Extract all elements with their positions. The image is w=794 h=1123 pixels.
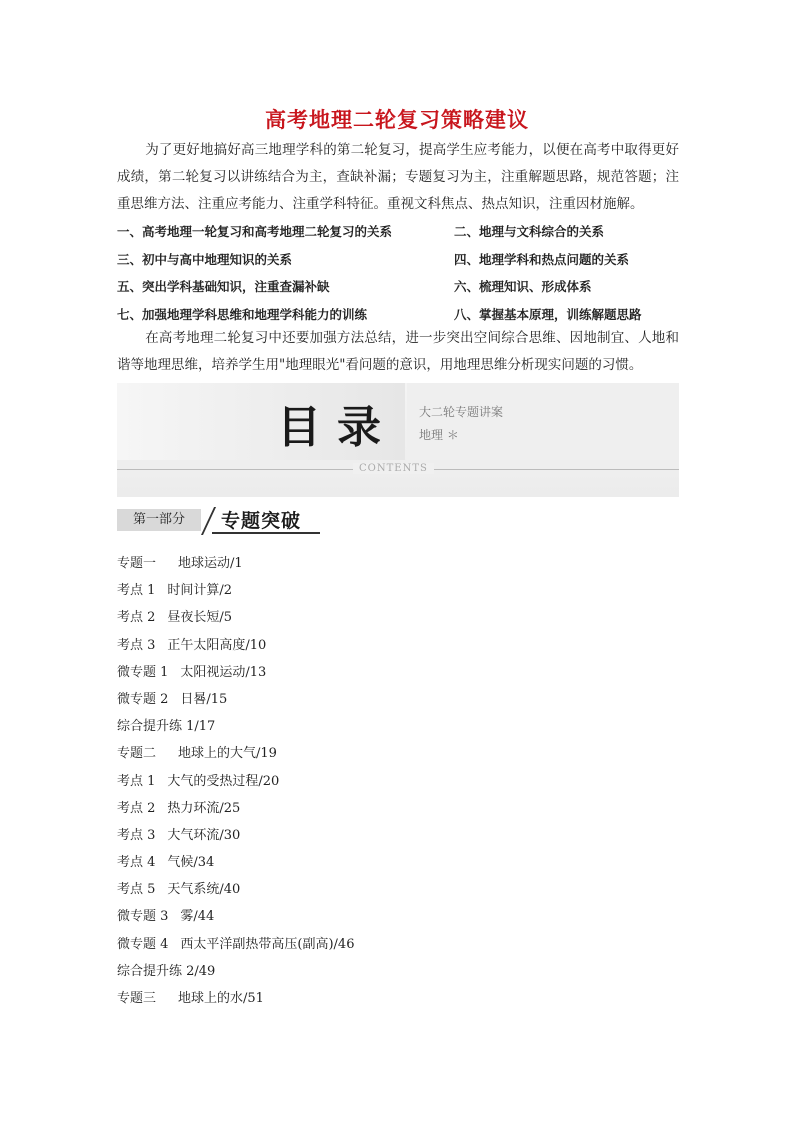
section-underline xyxy=(212,532,320,534)
outro-paragraph xyxy=(117,325,679,379)
toc-text: 西太平洋副热带高压(副高)/46 xyxy=(180,936,355,952)
toc-text: 气候/34 xyxy=(167,855,215,871)
toc-text: 雾/44 xyxy=(180,909,215,925)
toc-number: 专题一 xyxy=(117,556,157,571)
toc-number: 微专题 3 xyxy=(117,909,169,925)
toc-text: 昼夜长短/5 xyxy=(167,610,233,626)
toc-entry[interactable] xyxy=(117,849,679,876)
toc-text: 地球上的水/51 xyxy=(178,991,264,1006)
toc-text: 日晷/15 xyxy=(180,691,228,707)
strategy-row xyxy=(117,301,679,329)
toc-text: 地球上的大气/19 xyxy=(178,746,277,762)
toc-entry[interactable] xyxy=(117,958,679,985)
toc-number: 综合提升练 1/17 xyxy=(117,719,216,735)
banner-right-panel xyxy=(407,383,679,460)
toc-number: 考点 3 xyxy=(117,637,156,653)
strategy-item: 二、地理与文科综合的关系 xyxy=(454,224,605,239)
strategy-item: 四、地理学科和热点问题的关系 xyxy=(454,251,630,267)
toc-entry[interactable] xyxy=(117,577,679,604)
banner-left-panel xyxy=(117,383,405,460)
strategy-list xyxy=(117,218,679,328)
strategy-row xyxy=(117,246,679,274)
toc-number: 微专题 1 xyxy=(117,664,169,680)
toc-number: 专题二 xyxy=(117,746,157,762)
toc-text: 天气系统/40 xyxy=(167,882,241,898)
toc-text: 大气的受热过程/20 xyxy=(167,773,280,789)
section-header xyxy=(117,505,327,535)
toc-text: 时间计算/2 xyxy=(167,583,233,599)
banner-subtitle: 大二轮专题讲案 xyxy=(419,405,504,419)
strategy-row xyxy=(117,273,679,301)
toc-text: 地球运动/1 xyxy=(178,556,243,571)
toc-number: 考点 2 xyxy=(117,800,156,816)
toc-text: 太阳视运动/13 xyxy=(180,664,267,680)
toc-entry[interactable] xyxy=(117,768,679,795)
toc-entry[interactable] xyxy=(117,985,679,1012)
toc-entry[interactable] xyxy=(117,876,679,903)
toc-entry[interactable] xyxy=(117,550,679,577)
toc-text: 正午太阳高度/10 xyxy=(167,637,267,653)
toc-entry[interactable] xyxy=(117,713,679,740)
strategy-item: 一、高考地理一轮复习和高考地理二轮复习的关系 xyxy=(117,224,393,239)
document-title: 高考地理二轮复习策略建议 xyxy=(265,108,529,132)
intro-text: 为了更好地搞好高三地理学科的第二轮复习，提高学生应考能力，以便在高考中取得更好成绩，第二轮复习以讲练结合为主，查缺补漏；专题复习为主，注重解题思路，规范答题；注重思维方法、注重应考能力、注重学科特征。重视文科焦点、热点知识，注重因材施解。 xyxy=(117,142,679,212)
strategy-item: 七、加强地理学科思维和地理学科能力的训练 xyxy=(117,306,368,322)
toc-entry[interactable] xyxy=(117,632,679,659)
toc-entry[interactable] xyxy=(117,604,679,631)
toc-number: 考点 3 xyxy=(117,827,156,843)
toc-entry[interactable] xyxy=(117,931,679,958)
strategy-item: 六、梳理知识、形成体系 xyxy=(454,279,592,294)
toc-entry[interactable] xyxy=(117,795,679,822)
intro-paragraph xyxy=(117,137,679,218)
toc-number: 微专题 2 xyxy=(117,691,169,707)
toc-number: 考点 5 xyxy=(117,882,156,898)
toc-text: 大气环流/30 xyxy=(167,827,241,843)
contents-title: 目录 xyxy=(277,402,397,453)
banner-subject: 地理 ＊ xyxy=(419,428,459,442)
contents-banner xyxy=(117,383,679,497)
section-tab: 第一部分 xyxy=(117,509,201,531)
toc-number: 考点 4 xyxy=(117,855,156,871)
toc-text: 热力环流/25 xyxy=(167,800,241,816)
strategy-row xyxy=(117,218,679,246)
toc-entry[interactable] xyxy=(117,822,679,849)
outro-text: 在高考地理二轮复习中还要加强方法总结，进一步突出空间综合思维、因地制宜、人地和谐等地理思维，培养学生用"地理眼光"看问题的意识，用地理思维分析现实问题的习惯。 xyxy=(117,330,679,373)
toc-number: 综合提升练 2/49 xyxy=(117,963,216,979)
strategy-item: 八、掌握基本原理，训练解题思路 xyxy=(454,306,642,322)
toc-entry[interactable] xyxy=(117,740,679,767)
toc-entry[interactable] xyxy=(117,686,679,713)
strategy-item: 三、初中与高中地理知识的关系 xyxy=(117,251,293,267)
table-of-contents xyxy=(117,550,679,1012)
toc-number: 微专题 4 xyxy=(117,936,169,952)
section-title: 专题突破 xyxy=(221,510,302,532)
toc-number: 考点 1 xyxy=(117,773,156,789)
toc-number: 专题三 xyxy=(117,991,157,1006)
toc-number: 考点 1 xyxy=(117,583,156,599)
toc-entry[interactable] xyxy=(117,903,679,930)
strategy-item: 五、突出学科基础知识，注重查漏补缺 xyxy=(117,279,330,294)
toc-number: 考点 2 xyxy=(117,610,156,626)
toc-entry[interactable] xyxy=(117,659,679,686)
contents-label: CONTENTS xyxy=(353,463,434,474)
